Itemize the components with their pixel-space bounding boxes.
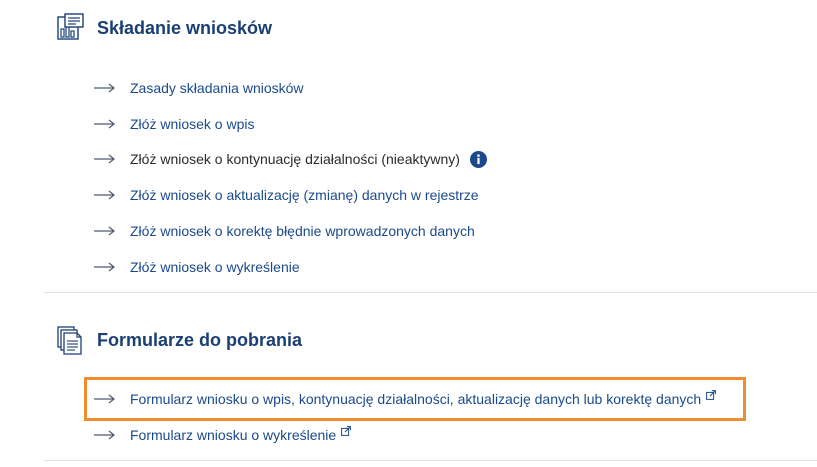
arrow-right-icon — [94, 190, 116, 200]
section-divider — [44, 460, 817, 461]
info-icon[interactable] — [470, 151, 487, 168]
link-zasady-skladania-wnioskow[interactable] — [94, 77, 304, 99]
link-wniosek-o-kontynuacje-nieaktywny — [94, 148, 487, 170]
dashboard-document-icon — [56, 13, 86, 43]
link-wniosek-o-wykreslenie[interactable] — [94, 256, 300, 278]
link-label[interactable]: Złóż wniosek o wpis — [130, 116, 255, 132]
link-label[interactable]: Złóż wniosek o aktualizację (zmianę) danych w rejestrze — [130, 187, 479, 203]
arrow-right-icon — [94, 119, 116, 129]
section-divider — [44, 292, 817, 293]
arrow-right-icon — [94, 430, 116, 440]
arrow-right-icon — [94, 394, 116, 404]
external-link-icon — [706, 390, 716, 400]
link-formularz-wniosku-o-wpis[interactable] — [94, 388, 716, 410]
link-label[interactable]: Złóż wniosek o korektę błędnie wprowadzonych danych — [130, 223, 475, 239]
arrow-right-icon — [94, 262, 116, 272]
section-header-skladanie-wnioskow — [56, 13, 272, 43]
arrow-right-icon — [94, 226, 116, 236]
link-zloz-wniosek-o-wpis[interactable] — [94, 113, 255, 135]
link-wniosek-o-korekte[interactable] — [94, 220, 475, 242]
section-header-formularze-do-pobrania — [56, 325, 302, 355]
link-label: Złóż wniosek o kontynuację działalności (nieaktywny) — [130, 151, 460, 167]
link-label[interactable]: Formularz wniosku o wpis, kontynuację działalności, aktualizację danych lub korektę danych — [130, 391, 702, 407]
link-formularz-wniosku-o-wykreslenie[interactable] — [94, 424, 351, 446]
arrow-right-icon — [94, 154, 116, 164]
section-title: Formularze do pobrania — [97, 329, 303, 350]
arrow-right-icon — [94, 83, 116, 93]
link-label[interactable]: Zasady składania wniosków — [130, 80, 304, 96]
external-link-icon — [341, 426, 351, 436]
section-title: Składanie wniosków — [97, 17, 273, 38]
link-label[interactable]: Złóż wniosek o wykreślenie — [130, 259, 300, 275]
link-wniosek-o-aktualizacje[interactable] — [94, 184, 479, 206]
documents-stack-icon — [56, 325, 86, 355]
link-label[interactable]: Formularz wniosku o wykreślenie — [130, 427, 337, 443]
